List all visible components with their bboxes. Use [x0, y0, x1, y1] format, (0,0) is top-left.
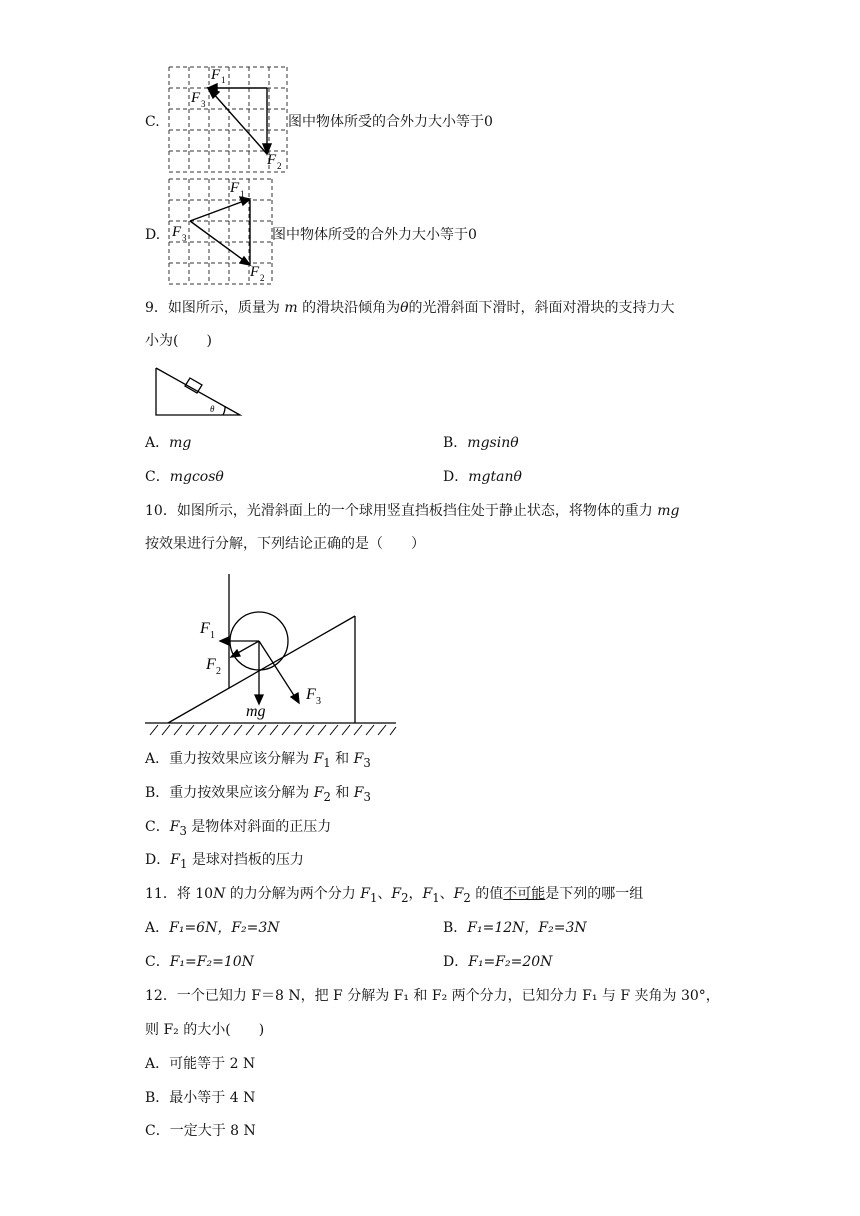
- q9-theta-label: θ: [210, 404, 215, 414]
- q10-option-a: A．重力按效果应该分解为 $F_1$ 和 $F_3$: [145, 751, 371, 770]
- q12-option-c: C．一定大于 8 N: [145, 1123, 256, 1139]
- q10-f2-label: F: [206, 656, 216, 673]
- q9-option-b: B．mgsinθ: [443, 435, 519, 451]
- q11-option-a: A．F₁=6N，F₂=3N: [145, 920, 280, 936]
- q8-d-f1-sub: 1: [240, 189, 245, 199]
- q8-c-f3-label: F: [191, 90, 201, 106]
- q11-option-b: B．F₁=12N，F₂=3N: [443, 920, 587, 936]
- q9-stem-line1: 9．如图所示，质量为 m 的滑块沿倾角为θ的光滑斜面下滑时，斜面对滑块的支持力大: [145, 300, 675, 316]
- q8-option-c-text: 图中物体所受的合外力大小等于0: [288, 114, 493, 130]
- q11-stem: 11．将 10N 的力分解为两个分力 $F_1$、$F_2$，$F_1$、$F_2$ 的值不可能是下列的哪一组: [145, 886, 644, 905]
- q9-incline-figure: [150, 364, 246, 420]
- q8-option-d-figure: [166, 174, 276, 286]
- q9-option-d: D．mgtanθ: [443, 469, 522, 485]
- q8-option-d-letter: D.: [145, 227, 161, 243]
- q8-c-f3-sub: 3: [201, 99, 206, 109]
- q10-f3-label: F: [306, 686, 316, 703]
- q10-option-b: B．重力按效果应该分解为 $F_2$ 和 $F_3$: [145, 785, 371, 804]
- q8-option-c-figure: [166, 62, 290, 174]
- q10-option-c: C．$F_3$ 是物体对斜面的正压力: [145, 819, 332, 838]
- q8-c-f1-label: F: [211, 67, 221, 83]
- q8-c-f2-sub: 2: [277, 161, 282, 171]
- q8-d-f2-label: F: [250, 264, 260, 280]
- q8-d-f2-sub: 2: [260, 273, 265, 283]
- q12-stem-line1: 12．一个已知力 F＝8 N，把 F 分解为 F₁ 和 F₂ 两个分力，已知分力 F₁ 与 F 夹角为 30°，: [145, 988, 720, 1004]
- q12-stem-line2: 则 F₂ 的大小( ): [145, 1022, 265, 1038]
- q10-f1-sub: 1: [210, 630, 215, 641]
- q9-option-c: C．mgcosθ: [145, 469, 224, 485]
- q9-option-a: A．mg: [145, 435, 192, 451]
- q12-option-a: A．可能等于 2 N: [145, 1056, 256, 1072]
- q10-stem-line1: 10．如图所示，光滑斜面上的一个球用竖直挡板挡住处于静止状态，将物体的重力 mg: [145, 503, 680, 519]
- q8-c-f1-sub: 1: [221, 75, 226, 85]
- q8-d-f3-sub: 3: [182, 233, 187, 243]
- q12-option-b: B．最小等于 4 N: [145, 1090, 256, 1106]
- q8-d-f3-label: F: [172, 224, 182, 240]
- q11-option-d: D．F₁=F₂=20N: [443, 954, 553, 970]
- q10-ball-incline-figure: [140, 568, 402, 738]
- q8-d-f1-label: F: [230, 180, 240, 196]
- q10-mg-label: mg: [246, 703, 266, 720]
- q10-f3-sub: 3: [316, 696, 321, 707]
- q8-option-c-letter: C.: [145, 114, 160, 130]
- q8-option-d-text: 图中物体所受的合外力大小等于0: [272, 227, 477, 243]
- q8-c-f2-label: F: [267, 152, 277, 168]
- q11-option-c: C．F₁=F₂=10N: [145, 954, 254, 970]
- q10-f2-sub: 2: [216, 666, 221, 677]
- q10-f1-label: F: [200, 620, 210, 637]
- q9-stem-line2: 小为( ): [145, 333, 212, 349]
- q10-option-d: D．$F_1$ 是球对挡板的压力: [145, 852, 304, 871]
- q10-stem-line2: 按效果进行分解，下列结论正确的是（ ）: [145, 536, 425, 552]
